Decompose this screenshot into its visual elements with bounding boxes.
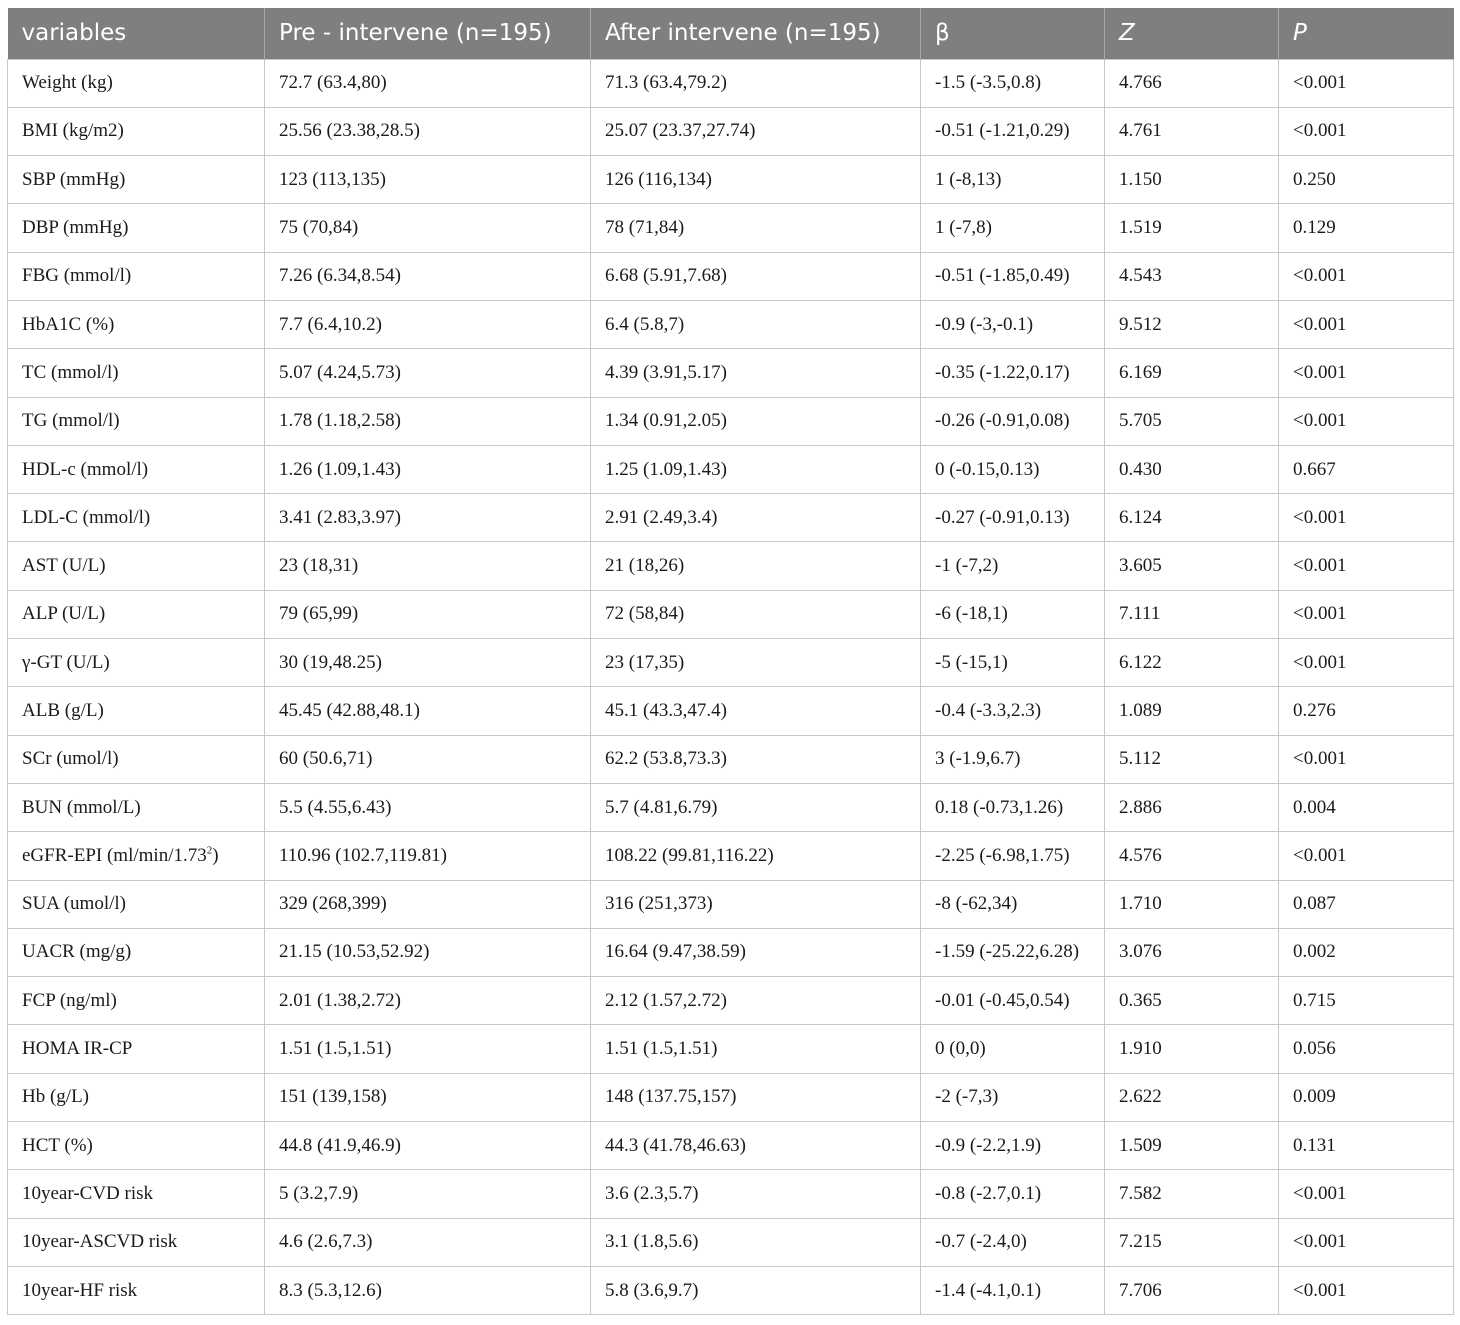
cell-p: <0.001 (1279, 735, 1454, 783)
cell-pre: 5.07 (4.24,5.73) (265, 349, 591, 397)
cell-beta: -6 (-18,1) (921, 590, 1105, 638)
cell-z: 1.089 (1105, 687, 1279, 735)
header-variables: variables (21, 20, 127, 47)
cell-after: 45.1 (43.3,47.4) (591, 687, 921, 735)
table-row (8, 445, 1454, 493)
cell-after: 62.2 (53.8,73.3) (591, 735, 921, 783)
table-row (8, 494, 1454, 542)
table-row (8, 928, 1454, 976)
cell-pre: 3.41 (2.83,3.97) (265, 494, 591, 542)
table-row (8, 204, 1454, 252)
cell-p: <0.001 (1279, 397, 1454, 445)
cell-pre: 21.15 (10.53,52.92) (265, 928, 591, 976)
table-row (8, 349, 1454, 397)
cell-z: 1.509 (1105, 1122, 1279, 1170)
cell-after: 1.34 (0.91,2.05) (591, 397, 921, 445)
cell-pre: 7.26 (6.34,8.54) (265, 252, 591, 300)
cell-z: 3.076 (1105, 928, 1279, 976)
cell-beta: -0.51 (-1.85,0.49) (921, 252, 1105, 300)
cell-beta: -0.26 (-0.91,0.08) (921, 397, 1105, 445)
cell-z: 3.605 (1105, 542, 1279, 590)
cell-p: 0.002 (1279, 928, 1454, 976)
cell-beta: 1 (-8,13) (921, 156, 1105, 204)
table-row (8, 300, 1454, 348)
cell-p: 0.087 (1279, 880, 1454, 928)
cell-p: 0.056 (1279, 1025, 1454, 1073)
cell-after: 5.7 (4.81,6.79) (591, 783, 921, 831)
cell-beta: -2.25 (-6.98,1.75) (921, 832, 1105, 880)
header-row (8, 8, 1454, 59)
cell-p: <0.001 (1279, 639, 1454, 687)
cell-pre: 2.01 (1.38,2.72) (265, 977, 591, 1025)
cell-variable: SCr (umol/l) (8, 735, 265, 783)
table-row (8, 880, 1454, 928)
cell-variable: HOMA IR-CP (8, 1025, 265, 1073)
cell-beta: -0.35 (-1.22,0.17) (921, 349, 1105, 397)
table-row (8, 156, 1454, 204)
cell-pre: 72.7 (63.4,80) (265, 59, 591, 107)
table-row (8, 1073, 1454, 1121)
cell-variable: BUN (mmol/L) (8, 783, 265, 831)
cell-pre: 79 (65,99) (265, 590, 591, 638)
cell-after: 3.1 (1.8,5.6) (591, 1218, 921, 1266)
cell-beta: -5 (-15,1) (921, 639, 1105, 687)
cell-beta: -1 (-7,2) (921, 542, 1105, 590)
table-row (8, 397, 1454, 445)
cell-after: 316 (251,373) (591, 880, 921, 928)
cell-variable: γ-GT (U/L) (8, 639, 265, 687)
cell-variable: ALB (g/L) (8, 687, 265, 735)
cell-pre: 23 (18,31) (265, 542, 591, 590)
cell-variable: ALP (U/L) (8, 590, 265, 638)
cell-pre: 25.56 (23.38,28.5) (265, 107, 591, 155)
cell-p: 0.009 (1279, 1073, 1454, 1121)
cell-after: 44.3 (41.78,46.63) (591, 1122, 921, 1170)
cell-variable: TG (mmol/l) (8, 397, 265, 445)
cell-z: 6.122 (1105, 639, 1279, 687)
cell-after: 72 (58,84) (591, 590, 921, 638)
cell-beta: -0.51 (-1.21,0.29) (921, 107, 1105, 155)
cell-p: 0.131 (1279, 1122, 1454, 1170)
cell-p: <0.001 (1279, 300, 1454, 348)
table-row (8, 1170, 1454, 1218)
header-z: Z (1105, 8, 1279, 59)
cell-z: 4.576 (1105, 832, 1279, 880)
cell-variable: HDL-c (mmol/l) (8, 445, 265, 493)
cell-beta: -2 (-7,3) (921, 1073, 1105, 1121)
cell-after: 2.91 (2.49,3.4) (591, 494, 921, 542)
cell-p: 0.250 (1279, 156, 1454, 204)
cell-z: 1.150 (1105, 156, 1279, 204)
cell-z: 5.112 (1105, 735, 1279, 783)
cell-z: 4.766 (1105, 59, 1279, 107)
cell-p: <0.001 (1279, 832, 1454, 880)
table-row (8, 542, 1454, 590)
cell-beta: -0.9 (-2.2,1.9) (921, 1122, 1105, 1170)
cell-pre: 4.6 (2.6,7.3) (265, 1218, 591, 1266)
cell-variable: Weight (kg) (8, 59, 265, 107)
cell-variable (8, 832, 265, 880)
cell-variable: HbA1C (%) (8, 300, 265, 348)
table-row (8, 832, 1454, 880)
cell-after: 4.39 (3.91,5.17) (591, 349, 921, 397)
cell-variable: 10year-HF risk (8, 1266, 265, 1314)
cell-z: 4.543 (1105, 252, 1279, 300)
cell-p: <0.001 (1279, 252, 1454, 300)
cell-variable: DBP (mmHg) (8, 204, 265, 252)
cell-pre: 1.51 (1.5,1.51) (265, 1025, 591, 1073)
cell-beta: -0.9 (-3,-0.1) (921, 300, 1105, 348)
cell-pre: 1.78 (1.18,2.58) (265, 397, 591, 445)
cell-after: 108.22 (99.81,116.22) (591, 832, 921, 880)
variable-suffix: ) (212, 844, 219, 866)
cell-after: 71.3 (63.4,79.2) (591, 59, 921, 107)
cell-p: <0.001 (1279, 59, 1454, 107)
cell-p: <0.001 (1279, 349, 1454, 397)
cell-after: 5.8 (3.6,9.7) (591, 1266, 921, 1314)
cell-z: 1.910 (1105, 1025, 1279, 1073)
table-row (8, 783, 1454, 831)
variable-label: eGFR-EPI (ml/min/1.73 (22, 844, 207, 866)
cell-z: 7.582 (1105, 1170, 1279, 1218)
cell-beta: -0.27 (-0.91,0.13) (921, 494, 1105, 542)
cell-variable: 10year-CVD risk (8, 1170, 265, 1218)
cell-z: 4.761 (1105, 107, 1279, 155)
table-row (8, 639, 1454, 687)
variable-superscript: 2 (206, 844, 213, 857)
cell-z: 7.215 (1105, 1218, 1279, 1266)
cell-p: 0.276 (1279, 687, 1454, 735)
cell-p: 0.004 (1279, 783, 1454, 831)
header-after-intervene: After intervene (n=195) (591, 8, 921, 59)
cell-p: <0.001 (1279, 590, 1454, 638)
cell-variable: TC (mmol/l) (8, 349, 265, 397)
cell-variable: HCT (%) (8, 1122, 265, 1170)
cell-p: 0.715 (1279, 977, 1454, 1025)
cell-pre: 30 (19,48.25) (265, 639, 591, 687)
cell-beta: 0 (-0.15,0.13) (921, 445, 1105, 493)
cell-pre: 329 (268,399) (265, 880, 591, 928)
cell-beta: -0.8 (-2.7,0.1) (921, 1170, 1105, 1218)
cell-pre: 1.26 (1.09,1.43) (265, 445, 591, 493)
cell-z: 1.710 (1105, 880, 1279, 928)
table-row (8, 687, 1454, 735)
cell-pre: 75 (70,84) (265, 204, 591, 252)
cell-z: 0.430 (1105, 445, 1279, 493)
cell-pre: 5 (3.2,7.9) (265, 1170, 591, 1218)
cell-p: <0.001 (1279, 542, 1454, 590)
cell-variable: LDL-C (mmol/l) (8, 494, 265, 542)
cell-variable: SBP (mmHg) (8, 156, 265, 204)
cell-p: <0.001 (1279, 1266, 1454, 1314)
cell-after: 1.25 (1.09,1.43) (591, 445, 921, 493)
cell-z: 5.705 (1105, 397, 1279, 445)
table-row (8, 1122, 1454, 1170)
cell-pre: 45.45 (42.88,48.1) (265, 687, 591, 735)
cell-z: 0.365 (1105, 977, 1279, 1025)
cell-variable: UACR (mg/g) (8, 928, 265, 976)
cell-p: <0.001 (1279, 494, 1454, 542)
cell-beta: 0.18 (-0.73,1.26) (921, 783, 1105, 831)
cell-pre: 7.7 (6.4,10.2) (265, 300, 591, 348)
cell-after: 1.51 (1.5,1.51) (591, 1025, 921, 1073)
cell-beta: -0.7 (-2.4,0) (921, 1218, 1105, 1266)
cell-variable: FBG (mmol/l) (8, 252, 265, 300)
cell-variable: Hb (g/L) (8, 1073, 265, 1121)
cell-beta: 0 (0,0) (921, 1025, 1105, 1073)
cell-z: 7.111 (1105, 590, 1279, 638)
table-row (8, 1025, 1454, 1073)
cell-p: <0.001 (1279, 1170, 1454, 1218)
table-row (8, 1266, 1454, 1314)
cell-after: 6.68 (5.91,7.68) (591, 252, 921, 300)
cell-z: 2.622 (1105, 1073, 1279, 1121)
table-row (8, 252, 1454, 300)
cell-z: 9.512 (1105, 300, 1279, 348)
cell-pre: 8.3 (5.3,12.6) (265, 1266, 591, 1314)
cell-beta: 1 (-7,8) (921, 204, 1105, 252)
cell-beta: -1.4 (-4.1,0.1) (921, 1266, 1105, 1314)
table-header (8, 8, 1454, 59)
table-row (8, 977, 1454, 1025)
cell-after: 78 (71,84) (591, 204, 921, 252)
cell-after: 25.07 (23.37,27.74) (591, 107, 921, 155)
cell-p: <0.001 (1279, 107, 1454, 155)
cell-z: 6.124 (1105, 494, 1279, 542)
cell-beta: -8 (-62,34) (921, 880, 1105, 928)
cell-after: 126 (116,134) (591, 156, 921, 204)
cell-pre: 5.5 (4.55,6.43) (265, 783, 591, 831)
cell-after: 6.4 (5.8,7) (591, 300, 921, 348)
results-table (7, 8, 1454, 1315)
cell-after: 16.64 (9.47,38.59) (591, 928, 921, 976)
cell-p: 0.667 (1279, 445, 1454, 493)
cell-variable: SUA (umol/l) (8, 880, 265, 928)
header-pre-intervene: Pre - intervene (n=195) (265, 8, 591, 59)
cell-beta: 3 (-1.9,6.7) (921, 735, 1105, 783)
cell-z: 7.706 (1105, 1266, 1279, 1314)
cell-beta: -1.5 (-3.5,0.8) (921, 59, 1105, 107)
cell-after: 23 (17,35) (591, 639, 921, 687)
cell-z: 6.169 (1105, 349, 1279, 397)
cell-pre: 151 (139,158) (265, 1073, 591, 1121)
table-row (8, 590, 1454, 638)
cell-after: 2.12 (1.57,2.72) (591, 977, 921, 1025)
cell-beta: -1.59 (-25.22,6.28) (921, 928, 1105, 976)
cell-after: 3.6 (2.3,5.7) (591, 1170, 921, 1218)
cell-beta: -0.01 (-0.45,0.54) (921, 977, 1105, 1025)
cell-variable: AST (U/L) (8, 542, 265, 590)
cell-beta: -0.4 (-3.3,2.3) (921, 687, 1105, 735)
table-row (8, 735, 1454, 783)
cell-variable: 10year-ASCVD risk (8, 1218, 265, 1266)
cell-after: 21 (18,26) (591, 542, 921, 590)
cell-pre: 110.96 (102.7,119.81) (265, 832, 591, 880)
cell-pre: 60 (50.6,71) (265, 735, 591, 783)
cell-z: 2.886 (1105, 783, 1279, 831)
cell-z: 1.519 (1105, 204, 1279, 252)
cell-pre: 44.8 (41.9,46.9) (265, 1122, 591, 1170)
table-body (8, 59, 1454, 1315)
cell-variable: FCP (ng/ml) (8, 977, 265, 1025)
cell-after: 148 (137.75,157) (591, 1073, 921, 1121)
table-row (8, 59, 1454, 107)
cell-pre: 123 (113,135) (265, 156, 591, 204)
cell-p: <0.001 (1279, 1218, 1454, 1266)
header-p: P (1279, 8, 1454, 59)
cell-p: 0.129 (1279, 204, 1454, 252)
cell-variable: BMI (kg/m2) (8, 107, 265, 155)
table-row (8, 107, 1454, 155)
table-row (8, 1218, 1454, 1266)
header-beta: β (921, 8, 1105, 59)
